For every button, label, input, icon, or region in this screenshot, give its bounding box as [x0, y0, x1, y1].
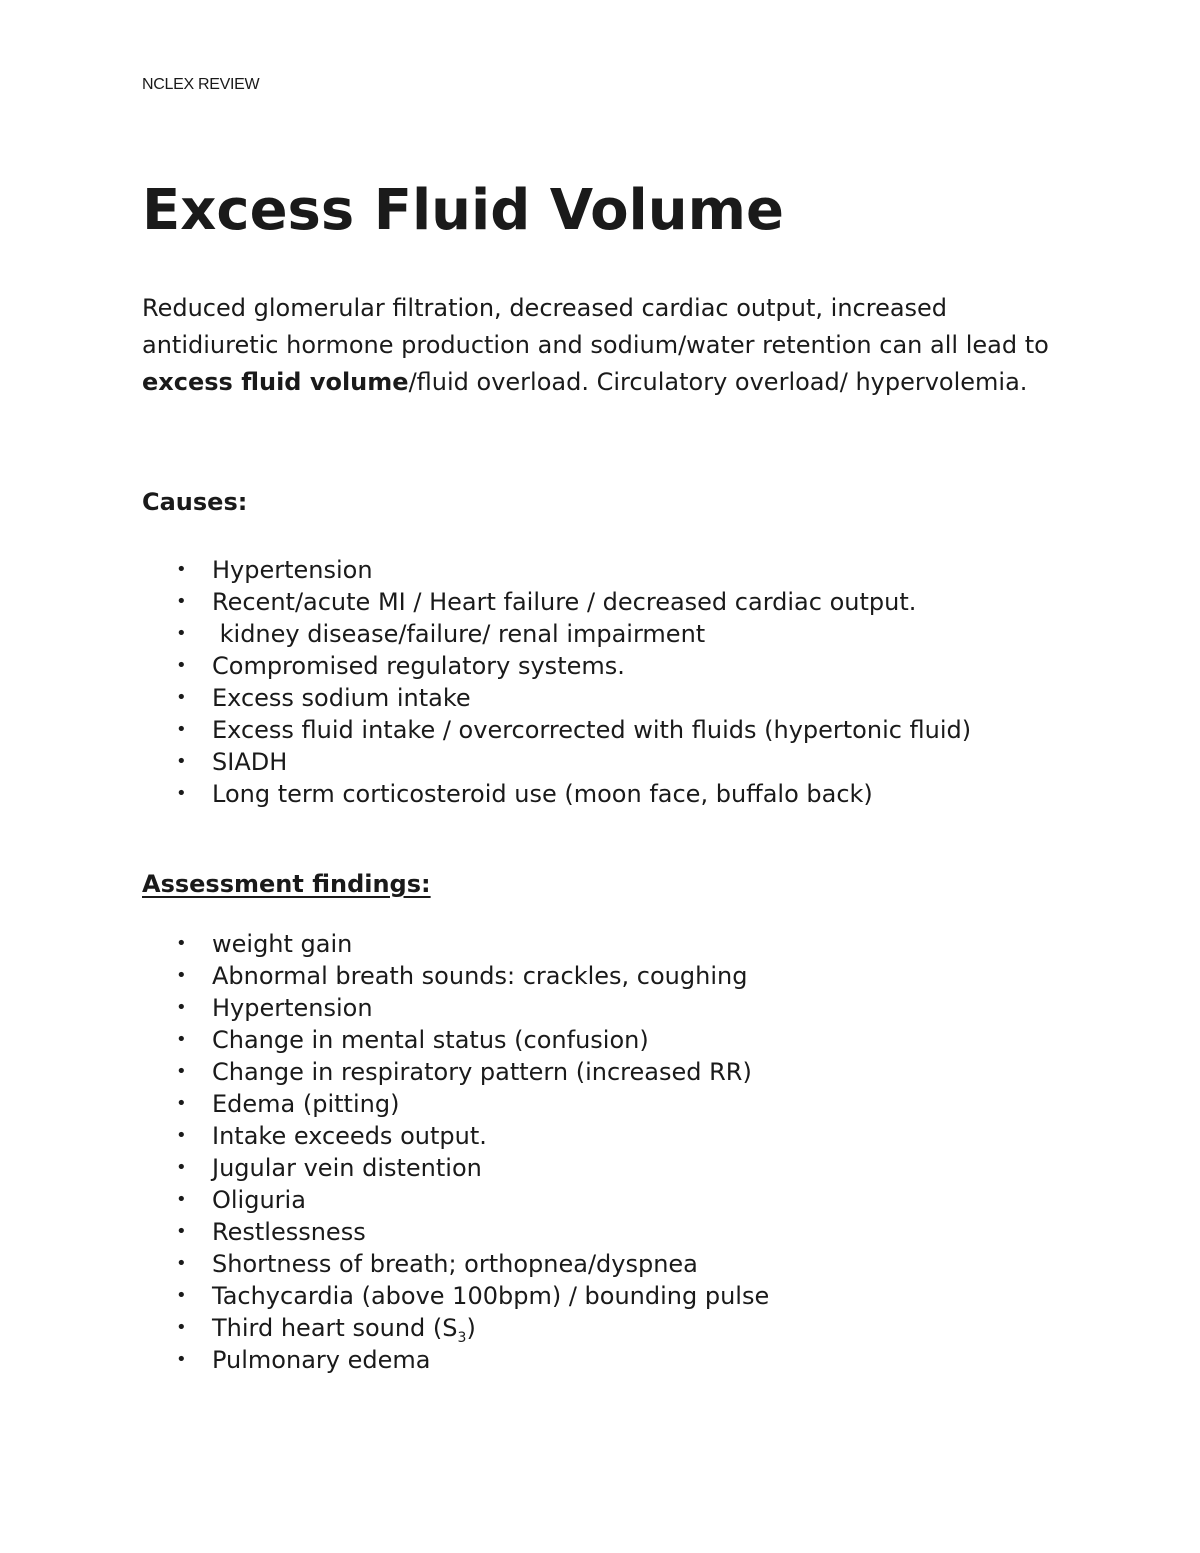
bullet-icon: •	[176, 623, 187, 644]
bullet-icon: •	[176, 1317, 187, 1338]
bullet-icon: •	[176, 1125, 187, 1146]
list-item-text: Jugular vein distention	[212, 1154, 482, 1182]
document-header: NCLEX REVIEW	[142, 76, 260, 93]
bullet-icon: •	[176, 559, 187, 580]
list-item	[142, 1120, 1042, 1152]
list-item-text: Oliguria	[212, 1186, 306, 1214]
bullet-icon: •	[176, 1285, 187, 1306]
assessment-heading: Assessment findings:	[142, 870, 431, 898]
list-item-text: weight gain	[212, 930, 353, 958]
list-item-text: Edema (pitting)	[212, 1090, 400, 1118]
list-item	[142, 650, 1042, 682]
list-item	[142, 1024, 1042, 1056]
list-item	[142, 1344, 1042, 1376]
list-item	[142, 1152, 1042, 1184]
bullet-icon: •	[176, 655, 187, 676]
intro-paragraph	[142, 290, 1072, 401]
bullet-icon: •	[176, 591, 187, 612]
list-item-text: Shortness of breath; orthopnea/dyspnea	[212, 1250, 698, 1278]
bullet-icon: •	[176, 965, 187, 986]
list-item-text: Third heart sound (S	[212, 1314, 458, 1342]
list-item-text: Long term corticosteroid use (moon face, buffalo back)	[212, 780, 873, 808]
list-item-text: Hypertension	[212, 994, 373, 1022]
bullet-icon: •	[176, 1029, 187, 1050]
list-item	[142, 1088, 1042, 1120]
intro-bold-term: excess fluid volume	[142, 368, 409, 396]
intro-text-part2: /fluid overload. Circulatory overload/ hypervolemia.	[408, 368, 1028, 396]
list-item	[142, 960, 1042, 992]
list-item	[142, 714, 1042, 746]
list-item	[142, 992, 1042, 1024]
list-item-text: Change in respiratory pattern (increased RR)	[212, 1058, 752, 1086]
list-item-text: Compromised regulatory systems.	[212, 652, 625, 680]
list-item	[142, 682, 1042, 714]
list-item	[142, 778, 1042, 810]
assessment-list	[142, 928, 1042, 1376]
list-item	[142, 1056, 1042, 1088]
intro-text-part1: Reduced glomerular filtration, decreased cardiac output, increased antidiuretic hormone production and sodium/water retention can all lead to	[142, 294, 1049, 359]
list-item-text: Restlessness	[212, 1218, 366, 1246]
list-item	[142, 1184, 1042, 1216]
list-item-text: kidney disease/failure/ renal impairment	[212, 620, 706, 648]
list-item	[142, 586, 1042, 618]
list-item-text: Hypertension	[212, 556, 373, 584]
list-item-text: Tachycardia (above 100bpm) / bounding pulse	[212, 1282, 770, 1310]
causes-heading: Causes:	[142, 488, 248, 516]
list-item	[142, 554, 1042, 586]
list-item-text: SIADH	[212, 748, 288, 776]
bullet-icon: •	[176, 1093, 187, 1114]
list-item-text: Pulmonary edema	[212, 1346, 431, 1374]
list-item	[142, 618, 1042, 650]
list-item-text: Excess sodium intake	[212, 684, 471, 712]
bullet-icon: •	[176, 933, 187, 954]
page-title: Excess Fluid Volume	[142, 178, 784, 243]
list-item-text: Recent/acute MI / Heart failure / decreased cardiac output.	[212, 588, 917, 616]
list-item-text: Intake exceeds output.	[212, 1122, 487, 1150]
bullet-icon: •	[176, 1349, 187, 1370]
bullet-icon: •	[176, 783, 187, 804]
list-item-text: Abnormal breath sounds: crackles, coughing	[212, 962, 748, 990]
bullet-icon: •	[176, 1253, 187, 1274]
causes-list	[142, 554, 1042, 810]
bullet-icon: •	[176, 997, 187, 1018]
bullet-icon: •	[176, 1061, 187, 1082]
list-item	[142, 1216, 1042, 1248]
subscript-3: 3	[457, 1329, 467, 1346]
bullet-icon: •	[176, 751, 187, 772]
bullet-icon: •	[176, 1221, 187, 1242]
bullet-icon: •	[176, 719, 187, 740]
bullet-icon: •	[176, 1189, 187, 1210]
list-item	[142, 746, 1042, 778]
list-item	[142, 1280, 1042, 1312]
list-item-text: Excess fluid intake / overcorrected with fluids (hypertonic fluid)	[212, 716, 972, 744]
bullet-icon: •	[176, 1157, 187, 1178]
bullet-icon: •	[176, 687, 187, 708]
list-item	[142, 928, 1042, 960]
list-item	[142, 1312, 1042, 1344]
list-item-text-close: )	[466, 1314, 476, 1342]
list-item-text: Change in mental status (confusion)	[212, 1026, 649, 1054]
list-item	[142, 1248, 1042, 1280]
